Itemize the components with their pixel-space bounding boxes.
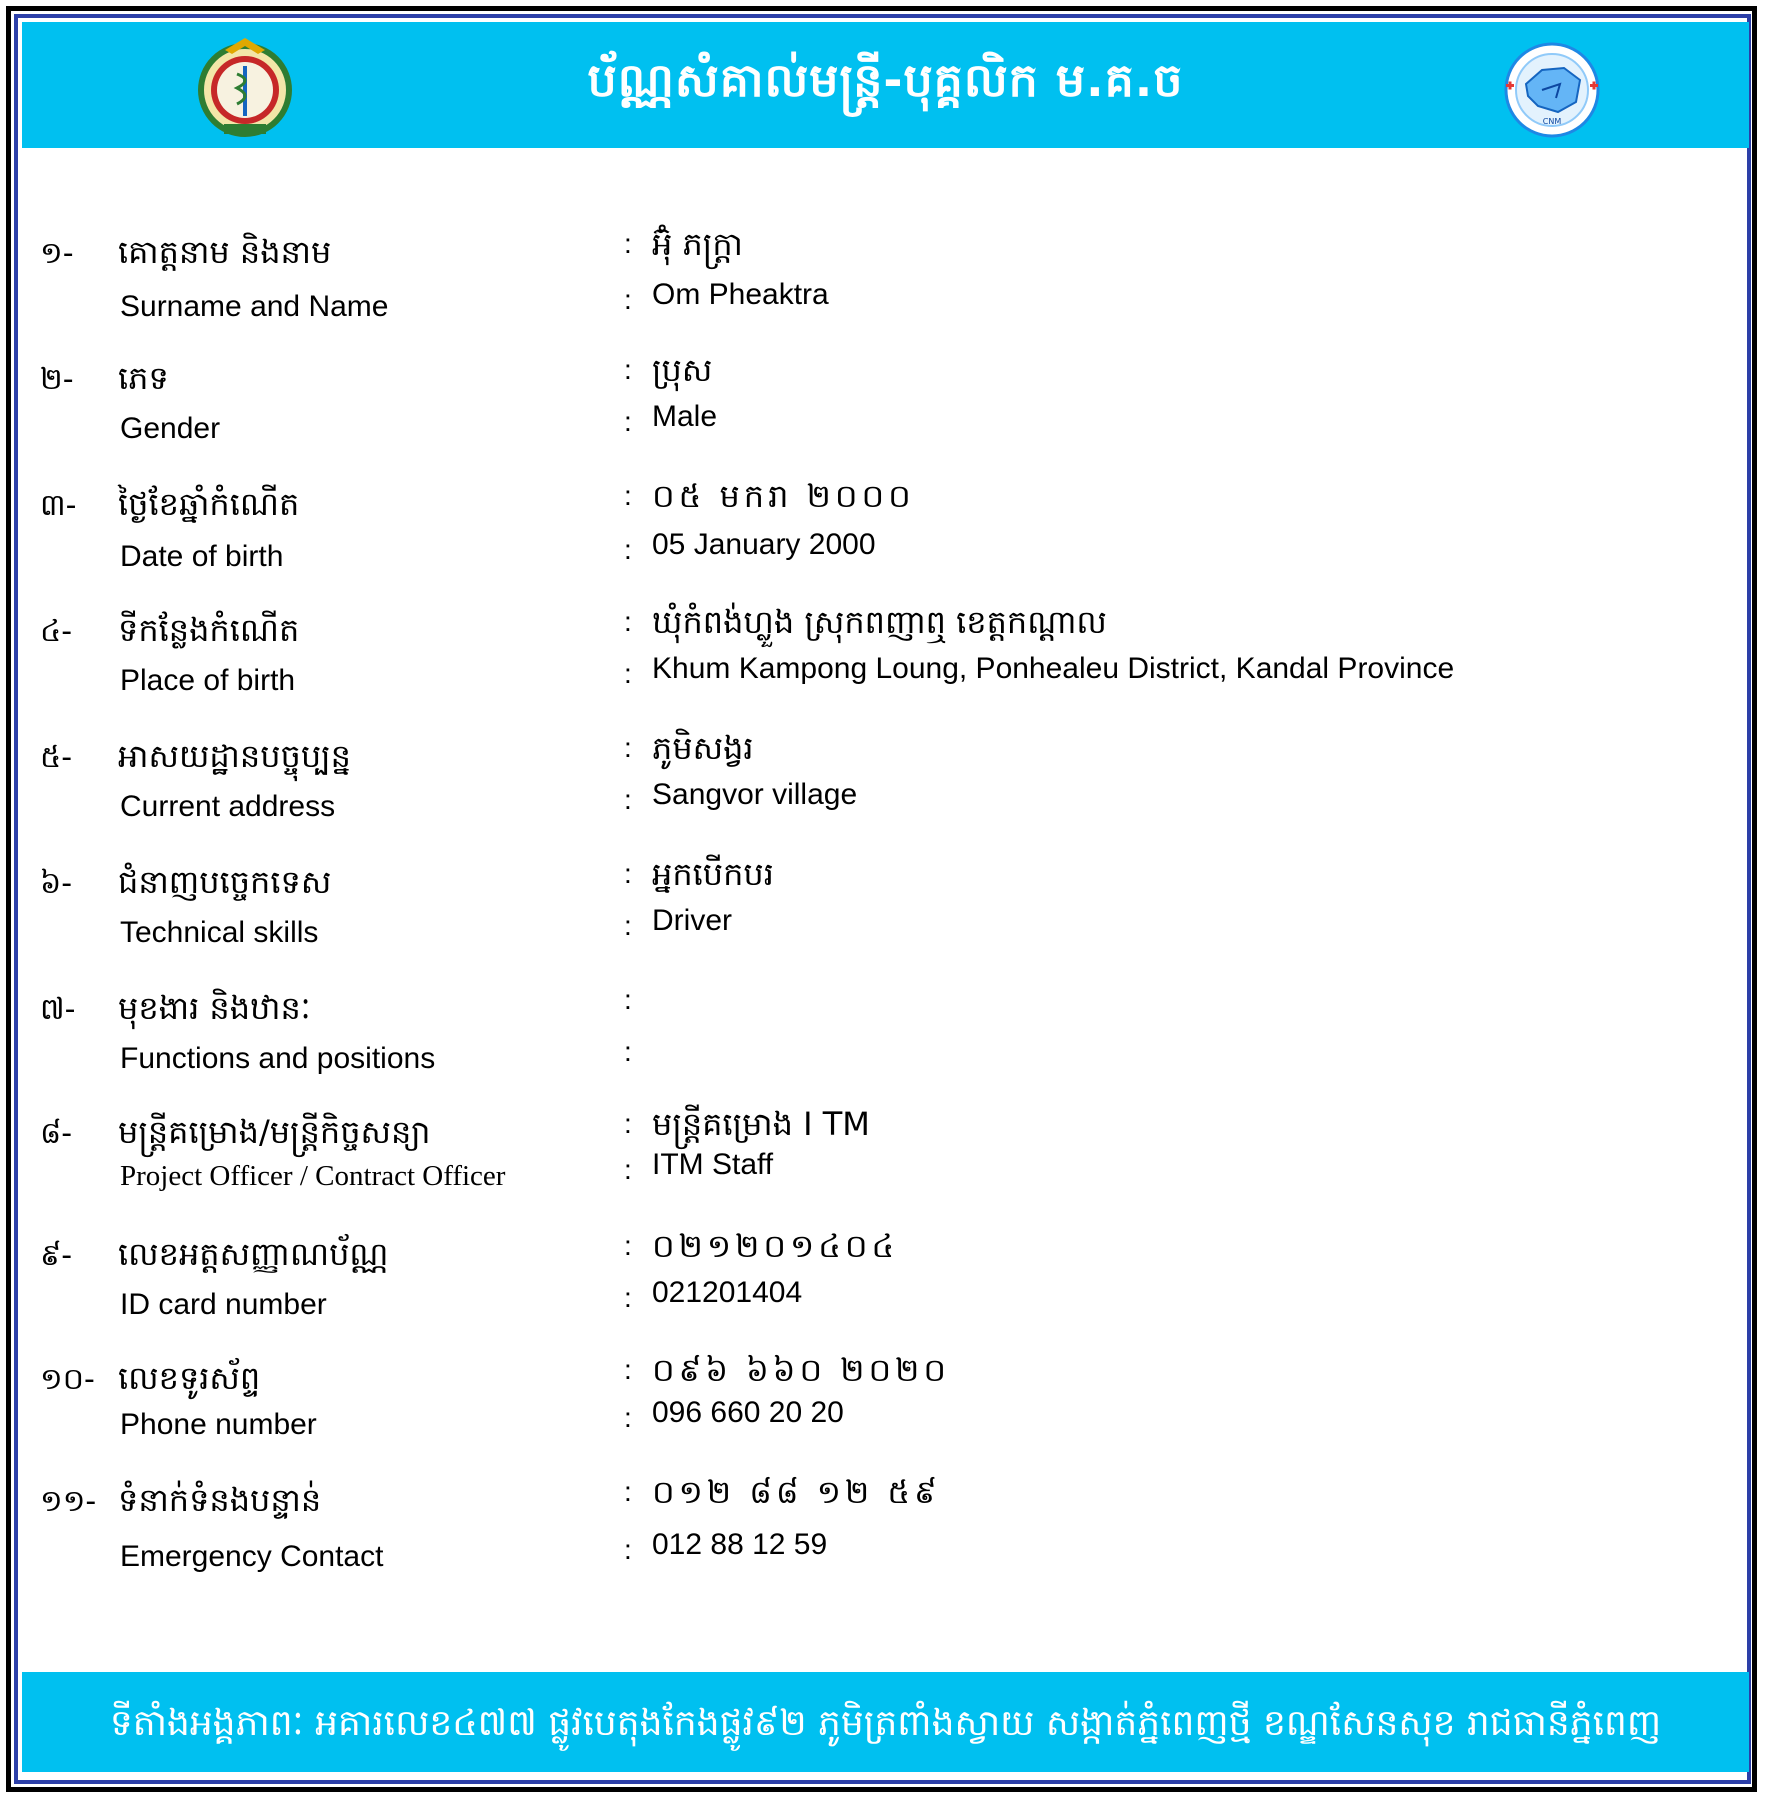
field-number: ៧- bbox=[40, 992, 76, 1027]
field-value-khmer: មន្ត្រីគម្រោង I TM bbox=[652, 1105, 870, 1143]
field-number: ១- bbox=[40, 236, 74, 271]
svg-text:CNM: CNM bbox=[1542, 117, 1562, 126]
field-label-khmer: គោត្តនាម និងនាម bbox=[118, 233, 332, 271]
field-label-khmer: ភេទ bbox=[118, 359, 169, 397]
field-value-english: 012 88 12 59 bbox=[652, 1528, 828, 1561]
field-number: ៣- bbox=[40, 488, 77, 523]
field-value-english: Om Pheaktra bbox=[652, 278, 829, 311]
field-number: ៦- bbox=[40, 866, 73, 901]
field-number: ១១- bbox=[40, 1484, 97, 1519]
field-colon: : bbox=[624, 1108, 632, 1139]
field-colon: : bbox=[624, 658, 632, 689]
field-value-english: 05 January 2000 bbox=[652, 528, 876, 561]
field-value-khmer: ០៩៦ ៦៦០ ២០២០ bbox=[652, 1351, 951, 1389]
field-colon: : bbox=[624, 1230, 632, 1261]
field-colon: : bbox=[624, 732, 632, 763]
field-value-english: Driver bbox=[652, 904, 732, 937]
field-value-khmer: ០៥ មករា ២០០០ bbox=[652, 477, 915, 515]
field-value-khmer: អ៊ុំ ភក្ត្រា bbox=[652, 225, 743, 263]
field-value-english: ITM Staff bbox=[652, 1148, 774, 1181]
field-label-english: Technical skills bbox=[120, 916, 319, 949]
field-label-khmer: មន្ត្រីគម្រោង/មន្ត្រីកិច្ចសន្យា bbox=[118, 1113, 431, 1151]
field-label-khmer: អាសយដ្ឋានបច្ចុប្បន្ន bbox=[118, 737, 351, 775]
field-label-khmer: លេខទូរស័ព្ទ bbox=[118, 1359, 261, 1397]
footer-banner bbox=[22, 1672, 1749, 1772]
field-colon: : bbox=[624, 406, 632, 437]
field-number: ៨- bbox=[40, 1116, 73, 1151]
field-label-khmer: ថ្ងៃខែឆ្នាំកំណើត bbox=[118, 485, 300, 523]
field-colon: : bbox=[624, 1534, 632, 1565]
field-value-english: 021201404 bbox=[652, 1276, 803, 1309]
field-label-khmer: ទីកន្លែងកំណើត bbox=[118, 611, 300, 649]
field-value-english: Sangvor village bbox=[652, 778, 858, 811]
field-label-english: Surname and Name bbox=[120, 290, 389, 323]
field-value-khmer: ០១២ ៨៨ ១២ ៥៩ bbox=[652, 1473, 941, 1511]
field-colon: : bbox=[624, 1402, 632, 1433]
field-label-english: Phone number bbox=[120, 1408, 317, 1441]
field-label-english: Project Officer / Contract Officer bbox=[120, 1160, 506, 1192]
field-colon: : bbox=[624, 910, 632, 941]
cnm-logo-icon bbox=[1502, 40, 1612, 150]
field-label-english: Date of birth bbox=[120, 540, 284, 573]
field-label-english: Gender bbox=[120, 412, 221, 445]
field-label-english: ID card number bbox=[120, 1288, 327, 1321]
field-value-khmer: ប្រុស bbox=[652, 351, 713, 389]
field-colon: : bbox=[624, 480, 632, 511]
field-label-english: Place of birth bbox=[120, 664, 296, 697]
field-number: ៤- bbox=[40, 614, 73, 649]
field-label-english: Emergency Contact bbox=[120, 1540, 384, 1573]
field-number: ៥- bbox=[40, 740, 73, 775]
field-colon: : bbox=[624, 284, 632, 315]
field-colon: : bbox=[624, 984, 632, 1015]
field-value-khmer: ភូមិសង្វរ bbox=[652, 729, 754, 767]
field-value-khmer: អ្នកបើកបរ bbox=[652, 855, 774, 893]
field-label-khmer: លេខអត្តសញ្ញាណប័ណ្ណ bbox=[118, 1235, 389, 1273]
field-number: ២- bbox=[40, 362, 74, 397]
field-value-english: Khum Kampong Loung, Ponhealeu District, Kandal Province bbox=[652, 652, 1455, 685]
field-colon: : bbox=[624, 1476, 632, 1507]
field-colon: : bbox=[624, 354, 632, 385]
header-banner bbox=[22, 22, 1749, 148]
field-colon: : bbox=[624, 784, 632, 815]
field-label-khmer: មុខងារ និងឋានៈ bbox=[118, 989, 311, 1027]
field-label-english: Functions and positions bbox=[120, 1042, 436, 1075]
page-title: ប័ណ្ណសំគាល់មន្ត្រី-បុគ្គលិក ម.គ.ច bbox=[587, 53, 1184, 107]
field-colon: : bbox=[624, 1154, 632, 1185]
field-label-khmer: ជំនាញបច្ចេកទេស bbox=[118, 863, 332, 901]
field-colon: : bbox=[624, 1282, 632, 1313]
field-value-english: 096 660 20 20 bbox=[652, 1396, 844, 1429]
field-label-khmer: ទំនាក់ទំនងបន្ទាន់ bbox=[118, 1481, 322, 1519]
footer-address: ទីតាំងអង្គភាពៈ អគារលេខ៤៧៧ ផ្លូវបេតុងកែងផ្លូវ៩២ ភូមិត្រពាំងស្វាយ សង្កាត់ភ្នំពេញថ្មី ខណ្ឌសែនសុខ រាជធានីភ្នំពេញ bbox=[109, 1703, 1662, 1744]
field-colon: : bbox=[624, 1036, 632, 1067]
field-number: ៩- bbox=[40, 1238, 73, 1273]
field-colon: : bbox=[624, 606, 632, 637]
field-colon: : bbox=[624, 1354, 632, 1385]
field-colon: : bbox=[624, 534, 632, 565]
field-colon: : bbox=[624, 228, 632, 259]
field-value-khmer: ឃុំកំពង់ហ្លួង ស្រុកពញាឮ ខេត្តកណ្តាល bbox=[652, 603, 1107, 641]
field-value-khmer: ០២១២០១៤០៤ bbox=[652, 1227, 899, 1265]
field-colon: : bbox=[624, 858, 632, 889]
field-number: ១០- bbox=[40, 1362, 95, 1397]
field-value-english: Male bbox=[652, 400, 718, 433]
field-label-english: Current address bbox=[120, 790, 336, 823]
